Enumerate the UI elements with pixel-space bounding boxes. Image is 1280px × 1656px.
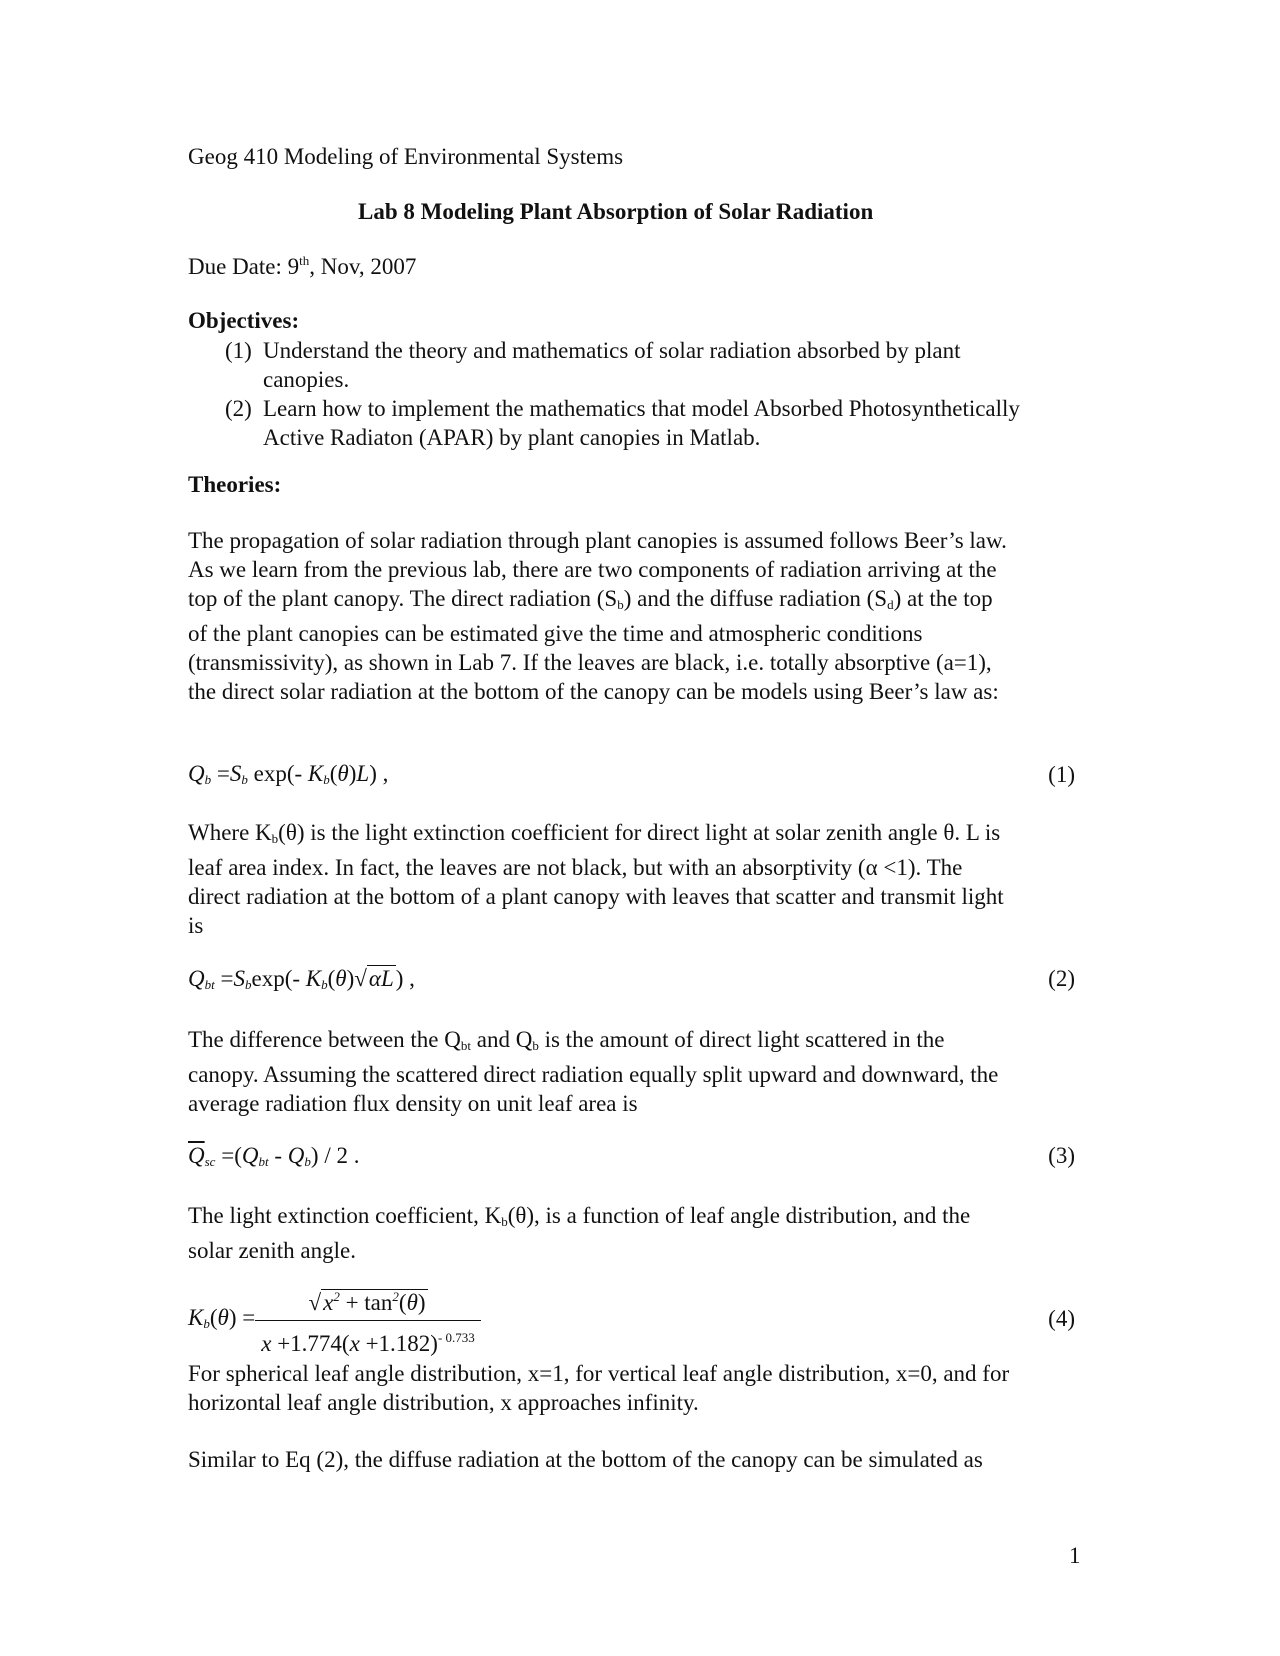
course-title: Geog 410 Modeling of Environmental Systems: [188, 144, 624, 169]
paragraph-line: The light extinction coefficient, $K_b(\theta)$, is a function of leaf angle distribution, and the: [188, 1203, 971, 1229]
due-date-suffix: , Nov, 2007: [309, 254, 417, 279]
objective-text-line: Learn how to implement the mathematics that model Absorbed Photosynthetically: [263, 396, 1020, 421]
objective-number: (1): [225, 338, 252, 363]
due-date-prefix: Due Date: 9: [188, 254, 300, 279]
paragraph-line: top of the plant canopy. The direct radiation $(S_b)$ and the diffuse radiation $(S_d)$ at the top: [188, 586, 993, 612]
theories-paragraph-1: [188, 526, 1088, 706]
equation-4: $K_b(\theta)$ = $\frac{√x^2 + \tan^2(\theta)}{x +1.774(x +1.182)^{- 0.733}}$: [188, 1282, 481, 1359]
paragraph-line: (transmissivity), as shown in Lab 7. If the leaves are black, i.e. totally absorptive (a=1),: [188, 650, 992, 675]
objective-text-line: Understand the theory and mathematics of solar radiation absorbed by plant: [263, 338, 961, 363]
paragraph-line: Where $K_b(\theta)$ is the light extinction coefficient for direct light at solar zenith angle θ. L is: [188, 820, 1001, 846]
paragraph-line: leaf area index. In fact, the leaves are not black, but with an absorptivity (α <1). The: [188, 855, 963, 880]
lab-title: Lab 8 Modeling Plant Absorption of Solar Radiation: [358, 199, 874, 224]
equation-2-number: (2): [1048, 966, 1075, 991]
page-number: 1: [1069, 1543, 1081, 1568]
theories-paragraph-3: [188, 1025, 1088, 1118]
paragraph-line: The propagation of solar radiation through plant canopies is assumed follows Beer’s law.: [188, 528, 1007, 553]
paragraph-line: the direct solar radiation at the bottom of the canopy can be models using Beer’s law as:: [188, 679, 999, 704]
objective-text-line: canopies.: [263, 367, 350, 392]
paragraph-line: of the plant canopies can be estimated give the time and atmospheric conditions: [188, 621, 923, 646]
equation-2: $Q_{bt} =S_b\exp(-$ $K_b(\theta)√\alpha L$) ,: [188, 966, 415, 992]
theories-paragraph-5: [188, 1359, 1088, 1417]
paragraph-line: The difference between the $Q_{bt}$ and $Q_b$ is the amount of direct light scattered in the: [188, 1027, 945, 1053]
equation-4-number: (4): [1048, 1306, 1075, 1331]
paragraph-line: canopy. Assuming the scattered direct radiation equally split upward and downward, the: [188, 1062, 999, 1087]
equation-3-number: (3): [1048, 1143, 1075, 1168]
paragraph-line: For spherical leaf angle distribution, x=1, for vertical leaf angle distribution, x=0, and for: [188, 1361, 1010, 1386]
paragraph-line: average radiation flux density on unit leaf area is: [188, 1091, 638, 1116]
paragraph-line: As we learn from the previous lab, there are two components of radiation arriving at the: [188, 557, 997, 582]
theories-paragraph-6: Similar to Eq (2), the diffuse radiation at the bottom of the canopy can be simulated as: [188, 1447, 983, 1472]
due-date: [188, 253, 416, 280]
equation-1: $Q_b =S_b$ exp(- $K_b(\theta)L$) ,: [188, 761, 389, 787]
paragraph-line: horizontal leaf angle distribution, x approaches infinity.: [188, 1390, 699, 1415]
theories-paragraph-4: [188, 1201, 1088, 1265]
equation-1-number: (1): [1048, 762, 1075, 787]
theories-heading: Theories:: [188, 472, 282, 497]
due-date-suffix-sup: th: [299, 253, 310, 268]
objective-text-line: Active Radiaton (APAR) by plant canopies in Matlab.: [263, 425, 761, 450]
theories-paragraph-2: [188, 818, 1088, 940]
objective-number: (2): [225, 396, 252, 421]
paragraph-line: is: [188, 913, 204, 938]
paragraph-line: direct radiation at the bottom of a plant canopy with leaves that scatter and transmit light: [188, 884, 1004, 909]
equation-3: $\overline{Q}_{sc} =(Q_{bt} - Q_b) / 2$ .: [188, 1143, 360, 1169]
objectives-heading: Objectives:: [188, 308, 300, 333]
equation-4-fraction: $\frac{√x^2 + \tan^2(\theta)}{x +1.774(x +1.182)^{- 0.733}}$: [255, 1282, 481, 1359]
paragraph-line: solar zenith angle.: [188, 1238, 356, 1263]
